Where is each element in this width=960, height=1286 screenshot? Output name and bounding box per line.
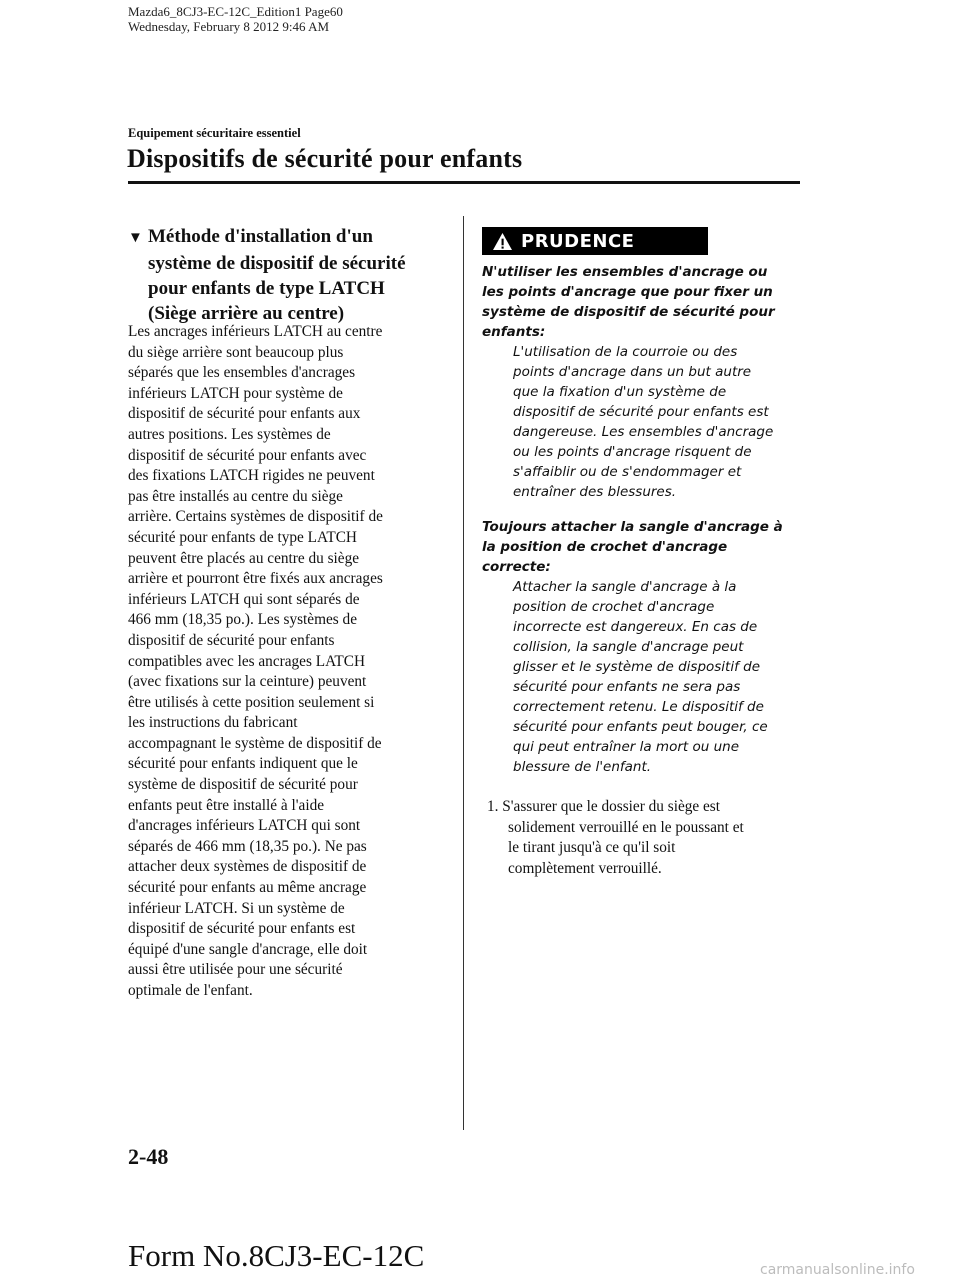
caution-text-line: dangereuse. Les ensembles d'ancrage	[513, 424, 774, 440]
print-header-line2: Wednesday, February 8 2012 9:46 AM	[128, 19, 330, 34]
body-line: séparés de 466 mm (18,35 po.). Ne pas	[128, 837, 367, 855]
body-line: inférieurs LATCH pour système de	[128, 384, 343, 402]
body-line: d'ancrages inférieurs LATCH qui sont	[128, 817, 361, 835]
heading-line: Méthode d'installation d'un	[148, 226, 373, 247]
body-line: équipé d'une sangle d'ancrage, elle doit	[128, 940, 368, 958]
caution-text-line: position de crochet d'ancrage	[513, 599, 715, 615]
form-number: Form No.8CJ3-EC-12C	[128, 1238, 425, 1273]
page-number: 2-48	[128, 1144, 169, 1169]
caution-text-line: sécurité pour enfants peut bouger, ce	[513, 719, 768, 735]
body-line: sécurité pour enfants au même ancrage	[128, 879, 367, 897]
step-line: complètement verrouillé.	[508, 859, 662, 877]
caution-heading-line: correcte:	[482, 559, 551, 575]
page-title: Dispositifs de sécurité pour enfants	[127, 144, 523, 173]
caution-heading-line: N'utiliser les ensembles d'ancrage ou	[482, 264, 768, 280]
caution-text-line: s'affaiblir ou de s'endommager et	[513, 464, 742, 480]
body-line: sécurité pour enfants indiquent que le	[128, 755, 358, 773]
body-line: dispositif de sécurité pour enfants avec	[128, 446, 367, 464]
body-line: système de dispositif de sécurité pour	[128, 776, 358, 794]
heading-line: (Siège arrière au centre)	[148, 303, 345, 324]
heading-line: pour enfants de type LATCH	[148, 278, 385, 299]
step-line: 1. S'assurer que le dossier du siège est	[487, 798, 721, 815]
body-paragraph	[128, 322, 450, 1002]
caution-block	[482, 262, 802, 502]
caution-text-line: Attacher la sangle d'ancrage à la	[513, 579, 737, 595]
caution-heading-line: Toujours attacher la sangle d'ancrage à	[482, 519, 783, 535]
caution-heading-line: la position de crochet d'ancrage	[482, 539, 728, 555]
caution-text-line: qui peut entraîner la mort ou une	[513, 739, 739, 755]
body-line: dispositif de sécurité pour enfants	[128, 631, 335, 649]
caution-text-line: ou les points d'ancrage risquent de	[513, 444, 752, 460]
body-line: autres positions. Les systèmes de	[128, 425, 331, 443]
step-line: solidement verrouillé en le poussant et	[508, 818, 744, 836]
print-header	[128, 4, 343, 34]
body-line: pas être installés au centre du siège	[128, 487, 343, 505]
body-line: dispositif de sécurité pour enfants est	[128, 920, 356, 938]
body-line: peuvent être placés au centre du siège	[128, 549, 360, 567]
body-line: arrière et pourront être fixés aux ancrages	[128, 570, 383, 588]
caution-text-line: collision, la sangle d'ancrage peut	[513, 639, 744, 655]
warning-icon	[492, 232, 513, 251]
body-line: arrière. Certains systèmes de dispositif de	[128, 508, 383, 526]
body-line: des fixations LATCH rigides ne peuvent	[128, 467, 375, 485]
caution-badge-label: PRUDENCE	[521, 230, 635, 252]
caution-badge	[482, 227, 708, 255]
caution-heading-line: les points d'ancrage que pour fixer un	[482, 284, 773, 300]
column-divider	[463, 216, 464, 1130]
body-line: enfants peut être installé à l'aide	[128, 796, 325, 814]
body-line: les instructions du fabricant	[128, 714, 298, 732]
print-header-line1: Mazda6_8CJ3-EC-12C_Edition1 Page60	[128, 4, 343, 19]
body-line: optimale de l'enfant.	[128, 982, 253, 999]
caution-heading-line: enfants:	[482, 324, 546, 340]
caution-text-line: correctement retenu. Le dispositif de	[513, 699, 764, 715]
body-line: 466 mm (18,35 po.). Les systèmes de	[128, 611, 357, 629]
body-line: inférieurs LATCH qui sont séparés de	[128, 590, 360, 608]
title-rule	[128, 181, 800, 184]
caution-text-line: points d'ancrage dans un but autre	[513, 364, 752, 380]
step-line: le tirant jusqu'à ce qu'il soit	[508, 839, 676, 857]
body-line: compatibles avec les ancrages LATCH	[128, 652, 366, 670]
heading-line: système de dispositif de sécurité	[148, 253, 406, 274]
watermark-text: carmanualsonline.info	[760, 1262, 915, 1278]
body-line: accompagnant le système de dispositif de	[128, 734, 382, 752]
body-line: attacher deux systèmes de dispositif de	[128, 858, 367, 876]
triangle-down-icon: ▼	[128, 230, 143, 246]
body-line: séparés que les ensembles d'ancrages	[128, 364, 356, 382]
caution-text-line: incorrecte est dangereux. En cas de	[513, 619, 758, 635]
caution-text-line: dispositif de sécurité pour enfants est	[513, 404, 769, 420]
body-line: dispositif de sécurité pour enfants aux	[128, 405, 361, 423]
body-line: Les ancrages inférieurs LATCH au centre	[128, 323, 383, 340]
body-line: (avec fixations sur la ceinture) peuvent	[128, 673, 367, 691]
caution-text-line: que la fixation d'un système de	[513, 384, 727, 400]
body-line: inférieur LATCH. Si un système de	[128, 899, 345, 917]
caution-text-line: blessure de l'enfant.	[513, 759, 652, 775]
body-line: du siège arrière sont beaucoup plus	[128, 343, 344, 361]
step-item	[487, 797, 807, 879]
caution-heading-line: système de dispositif de sécurité pour	[482, 304, 775, 320]
subsection-heading	[128, 224, 448, 326]
body-line: sécurité pour enfants de type LATCH	[128, 528, 357, 546]
body-line: aussi être utilisée pour une sécurité	[128, 961, 343, 979]
caution-text-line: entraîner des blessures.	[513, 484, 677, 500]
caution-text-line: glisser et le système de dispositif de	[513, 659, 761, 675]
section-label: Equipement sécuritaire essentiel	[128, 126, 301, 140]
caution-text-line: L'utilisation de la courroie ou des	[513, 344, 738, 360]
caution-block	[482, 517, 802, 777]
body-line: être utilisés à cette position seulement si	[128, 693, 375, 711]
caution-text-line: sécurité pour enfants ne sera pas	[513, 679, 741, 695]
